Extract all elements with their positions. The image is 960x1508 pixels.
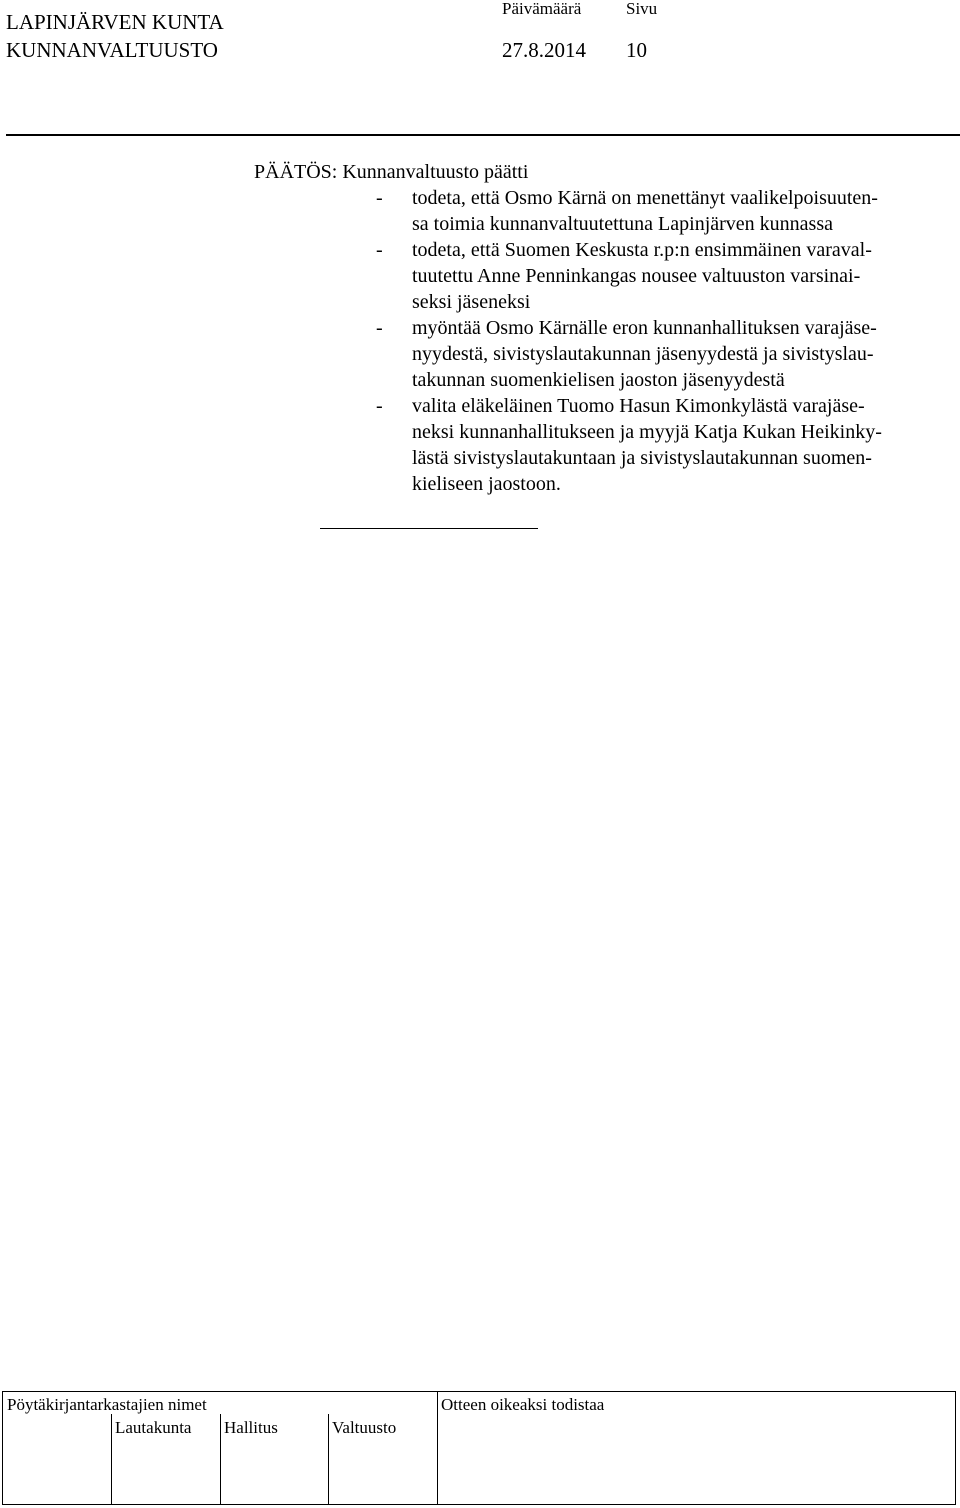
signature-footer bbox=[2, 1391, 956, 1505]
decision-item-text: todeta, että Osmo Kärnä on menettänyt vaalikelpoisuuten- bbox=[412, 187, 878, 209]
column-council: Valtuusto bbox=[332, 1418, 397, 1437]
decision-item-text: valita eläkeläinen Tuomo Hasun Kimonkylästä varajäse- bbox=[412, 395, 865, 417]
column-board: Lautakunta bbox=[115, 1418, 192, 1437]
column-executive: Hallitus bbox=[224, 1418, 278, 1437]
list-dash: - bbox=[376, 239, 383, 261]
page-label: Sivu bbox=[626, 0, 658, 18]
page-number: 10 bbox=[626, 38, 647, 62]
decision-item-text: myöntää Osmo Kärnälle eron kunnanhallituksen varajäse- bbox=[412, 317, 877, 339]
list-dash: - bbox=[376, 317, 383, 339]
certification-label: Otteen oikeaksi todistaa bbox=[441, 1395, 605, 1414]
footer-column-divider bbox=[111, 1414, 112, 1504]
organization-name: LAPINJÄRVEN KUNTA bbox=[6, 10, 224, 34]
decision-item-text: sa toimia kunnanvaltuutettuna Lapinjärven kunnassa bbox=[412, 213, 833, 235]
decision-item-text: tuutettu Anne Penninkangas nousee valtuuston varsinai- bbox=[412, 265, 861, 287]
decision-item-text: seksi jäseneksi bbox=[412, 291, 531, 313]
date-label: Päivämäärä bbox=[502, 0, 582, 18]
footer-column-divider bbox=[328, 1414, 329, 1504]
inspectors-label: Pöytäkirjantarkastajien nimet bbox=[7, 1395, 207, 1414]
meeting-date: 27.8.2014 bbox=[502, 38, 586, 62]
decision-item-text: lästä sivistyslautakuntaan ja sivistyslautakunnan suomen- bbox=[412, 447, 872, 469]
decision-item-text: takunnan suomenkielisen jaoston jäsenyydestä bbox=[412, 369, 785, 391]
list-dash: - bbox=[376, 395, 383, 417]
footer-column-divider bbox=[437, 1392, 438, 1504]
decision-item-text: kieliseen jaostoon. bbox=[412, 473, 561, 495]
list-dash: - bbox=[376, 187, 383, 209]
decision-heading: PÄÄTÖS: Kunnanvaltuusto päätti bbox=[254, 161, 529, 183]
governing-body-name: KUNNANVALTUUSTO bbox=[6, 38, 218, 62]
decision-item-text: nyydestä, sivistyslautakunnan jäsenyydestä ja sivistyslau- bbox=[412, 343, 874, 365]
decision-item-text: neksi kunnanhallitukseen ja myyjä Katja Kukan Heikinky- bbox=[412, 421, 882, 443]
decision-item-text: todeta, että Suomen Keskusta r.p:n ensimmäinen varaval- bbox=[412, 239, 872, 261]
header-divider bbox=[6, 134, 960, 136]
footer-column-divider bbox=[220, 1414, 221, 1504]
section-end-rule bbox=[320, 528, 538, 529]
